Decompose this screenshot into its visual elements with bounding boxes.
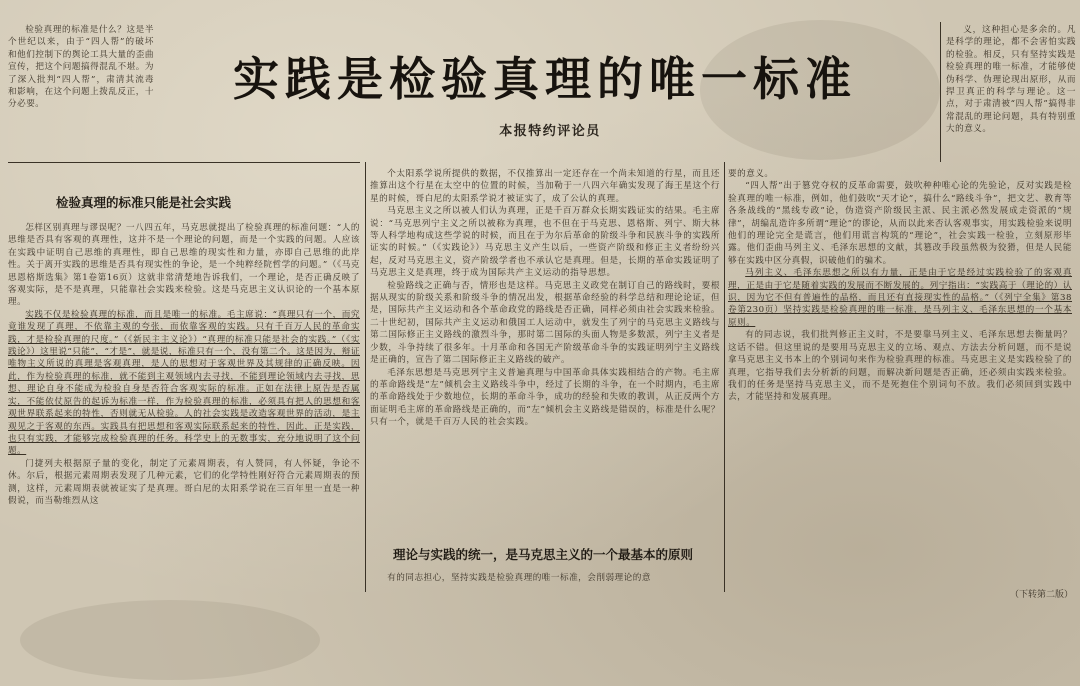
body-paragraph: 个太阳系学说所提供的数据，不仅推算出一定还存在一个尚未知道的行星，而且还推算出这个行星在太空中的位置的时候，当加勒于一八四六年确实发现了海王星这个行星的时候，哥白尼的太阳系学说才被证实了，成了公认的真理。 (370, 169, 720, 204)
section-heading-2: 理论与实践的统一，是马克思主义的一个最基本的原则 (393, 547, 694, 562)
body-paragraph: 毛泽东思想是马克思列宁主义普遍真理与中国革命具体实践相结合的产物。毛主席的革命路线是“左”倾机会主义路线斗争中，经过了长期的斗争，在一个时期内，毛主席的革命路线处于少数地位，长期的革命斗争，成功的经验和失败的教训，从正反两个方面证明毛主席的革命路线是正确的，而“左”倾机会主义路线是错误的，标准是什么呢？只有一个，就是千百万人民的社会实践。 (370, 367, 720, 428)
continued-note: （下转第二版） (1010, 590, 1074, 600)
column-divider (940, 22, 941, 162)
body-paragraph: 要的意义。 (728, 169, 774, 179)
body-paragraph-underlined: 实践不仅是检验真理的标准，而且是唯一的标准。毛主席说：“真理只有一个，而究竟谁发现了真理，不依靠主观的夸张，而依靠客观的实践。只有千百万人民的革命实践，才是检验真理的尺度。”（《新民主主义论》）“真理的标准只能是社会的实践。”（《实践论》）这里说“只能”，“才是”，就是说，标准只有一个，没有第二个。这是因为，辩证唯物主义所说的真理是客观真理，是人的思想对于客观世界及其规律的正确反映。因此，作为检验真理的标准，就不能到主观领域内去寻找，不能到理论领域内去寻找，思想、理论自身不能成为检验自身是否符合客观实际的标准。正如在法律上原告是否属实，不能依仗原告的起诉为标准一样，作为检验真理的标准，必须具有把人的思想和客观世界联系起来的特性，否则就无从检验。人的社会实践是改造客观世界的活动，是主观见之于客观的东西。实践具有把思想和客观实际联系起来的特性，因此，正是实践，也只有实践，才能够完成检验真理的任务。科学史上的无数事实，充分地说明了这个问题。 (8, 309, 360, 457)
body-paragraph: 检验路线之正确与否，情形也是这样。马克思主义政党在制订自己的路线时，要根据从现实的阶级关系和阶级斗争的情况出发，根据革命经验的科学总结和理论论证，但是，国际共产主义运动和各个革命政党的路线是否正确，同样必须由社会实践来检验。二十世纪初，国际共产主义运动和俄国工人运动中，就发生了列宁的马克思主义路线与第二国际修正主义路线的激烈斗争，那时第二国际的头面人物是多数派，列宁主义者是少数，斗争持续了很多年。十月革命和各国无产阶级革命斗争的实践证明列宁主义路线是正确的，宣告了第二国际修正主义路线的破产。 (370, 280, 720, 366)
column-divider (365, 162, 366, 592)
body-column-1 (8, 222, 360, 654)
body-paragraph: 马克思主义之所以被人们认为真理，正是千百万群众长期实践证实的结果。毛主席说：“马克思列宁主义之所以被称为真理，也不但在于马克思、恩格斯、列宁、斯大林等人科学地构成这些学说的时候，而且在于为尔后革命的阶级斗争和民族斗争的实践所证实的时候。”（《实践论》）马克思主义产生以后，一些资产阶级和修正主义者纷纷兴起，反对马克思主义，资产阶级学者也不承认它是真理。但是，长期的革命实践证明了马克思主义是真理，终于成为国际共产主义运动的指导思想。 (370, 206, 720, 279)
lead-right-paragraph: 义，这种担心是多余的。凡是科学的理论，都不会害怕实践的检验。相反，只有坚持实践是检验真理的唯一标准，才能够使伪科学、伪理论现出原形，从而捍卫真正的科学与理论。这一点，对于肃清被“四人帮”搞得非常混乱的理论问题，具有特别重大的意义。 (946, 25, 1076, 135)
body-paragraph: 门捷列夫根据原子量的变化，制定了元素周期表，有人赞同，有人怀疑，争论不休。尔后，根据元素周期表发现了几种元素，它们的化学特性刚好符合元素周期表的预测，这样，元素周期表就被证实了是真理。哥白尼的太阳系学说在三百年里一直是一种假说，而当勒维烈从这 (8, 458, 360, 506)
column-divider (724, 162, 725, 592)
body-paragraph-underlined: 马列主义、毛泽东思想之所以有力量，正是由于它是经过实践检验了的客观真理，正是由于它是随着实践的发展而不断发展的。列宁指出：“实践高于（理论的）认识，因为它不但有普遍性的品格，而且还有直接现实性的品格。”（《列宁全集》第38卷第230页）坚持实践是检验真理的唯一标准，是马列主义、毛泽东思想的一个基本原则。 (728, 268, 1072, 328)
divider-rule (8, 162, 360, 163)
lead-column-left (8, 24, 154, 176)
headline-title: 实践是检验真理的唯一标准 (233, 52, 857, 106)
body-paragraph: “四人帮”出于篡党夺权的反革命需要，鼓吹种种唯心论的先验论，反对实践是检验真理的唯一标准，例如，他们鼓吹“天才论”，搞什么“路线斗争”，把文艺、教育等各条战线的“黑线专政”论，伪造资产阶级民主派、民主派必然发展成走资派的“规律”，胡编乱造许多所谓“理论”的谬论，从而以此来否认客观事实，用实践检验来说明他们的理论完全是谎言，他们用谎言构筑的“理论”，社会实践一检验，立刻原形毕露。他们歪曲马列主义、毛泽东思想的文献，其篡改手段虽然极为狡猾，但是人民能够在实践中区分真假，识破他们的骗术。 (728, 181, 1072, 266)
body-column-2 (370, 168, 720, 540)
body-paragraph: 有的同志担心，坚持实践是检验真理的唯一标准，会削弱理论的意 (387, 573, 651, 583)
body-paragraph: 怎样区别真理与谬误呢？一八四五年，马克思就提出了检验真理的标准问题：“人的思维是否具有客观的真理性，这并不是一个理论的问题，而是一个实践的问题。人应该在实践中证明自己思维的真理性，即自己思维的现实性和力量，亦即自己思维的此岸性。关于离开实践的思维是否具有现实性的争论，是一个纯粹经院哲学的问题。”（《马克思恩格斯选集》第1卷第16页）这就非常清楚地告诉我们，一个理论，是否正确反映了客观实际，是不是真理，只能靠社会实践来检验。这是马克思主义认识论的一个基本原理。 (8, 223, 360, 308)
body-column-3 (728, 168, 1072, 596)
body-paragraph: 有的同志说，我们批判修正主义时，不是要靠马列主义、毛泽东思想去衡量吗？这话不错。但这里说的是要用马克思主义的立场、观点、方法去分析问题，而不是说拿马克思主义书本上的个别词句来作为检验真理的标准。马克思主义是实践检验了的真理，它指导我们去分析新的问题，而解决新问题是否正确，还必须由实践来检验。我们的任务是坚持马克思主义，而不是死抱住个别词句不放。我们必须回到实践中去，才能坚持和发展真理。 (728, 330, 1072, 403)
lead-left-paragraph: 检验真理的标准是什么？这是半个世纪以来，由于“四人帮”的破坏和他们控制下的舆论工具大量的歪曲宣传，把这个问题搞得混乱不堪。为了深入批判“四人帮”，肃清其流毒和影响，在这个问题上拨乱反正，十分必要。 (8, 25, 154, 110)
body-column-2-tail (370, 572, 720, 596)
masthead (160, 38, 930, 114)
lead-column-right (946, 24, 1076, 174)
byline: 本报特约评论员 (499, 124, 601, 139)
section-heading-1: 检验真理的标准只能是社会实践 (56, 195, 232, 210)
